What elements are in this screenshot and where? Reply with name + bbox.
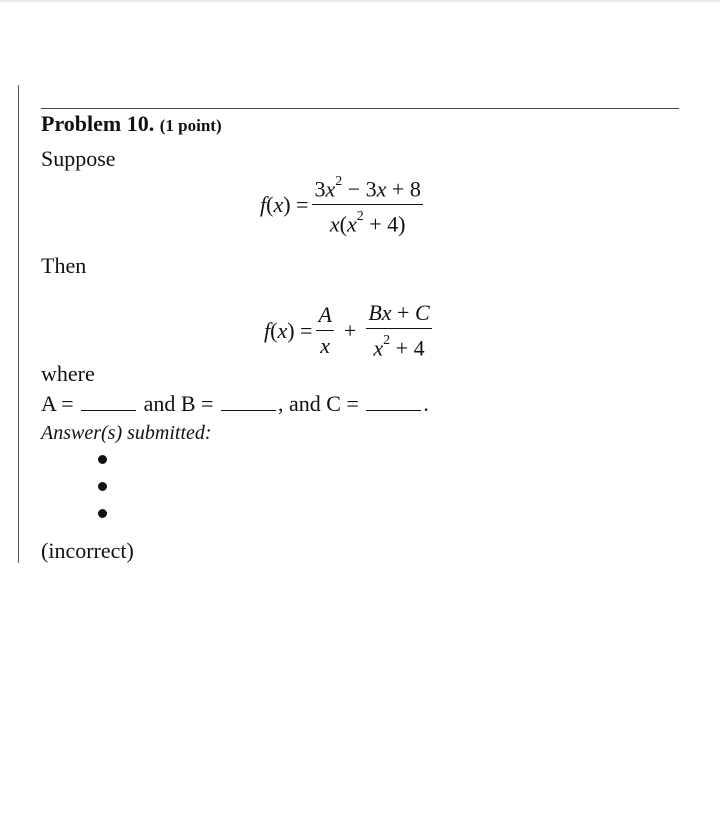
equation-decomposition-lhs: f(x) = [264, 317, 313, 343]
submitted-label: Answer(s) submitted: [41, 422, 212, 444]
fraction-bxc-numerator: Bx + C [368, 300, 430, 325]
c-label: , and C = [277, 391, 359, 416]
answer-line-end: . [423, 391, 429, 416]
problem-title: Problem 10. [41, 111, 155, 136]
problem-rule [41, 108, 679, 109]
a-label: A = [41, 391, 74, 416]
fraction-a-over-x [316, 302, 333, 359]
left-margin-bar [18, 85, 19, 563]
then-text: Then [41, 253, 87, 278]
b-label: and B = [143, 391, 214, 416]
answer-c-input[interactable] [366, 392, 421, 411]
answer-b-input[interactable] [221, 392, 276, 411]
submitted-answer-bullet-icon [98, 509, 107, 518]
answer-line [41, 391, 429, 417]
equation-original-denominator: $x(x^2 + 4)$ [312, 204, 422, 237]
where-text: where [41, 361, 95, 386]
fraction-bxc-denominator: $x^2 + 4$ [366, 328, 431, 361]
equation-original [260, 172, 427, 238]
fraction-a-denominator: x [316, 330, 333, 359]
equation-original-numerator: $3x^2 - 3x + 8$ [314, 174, 421, 202]
equation-original-fraction [312, 172, 422, 238]
equation-decomposition [264, 300, 436, 361]
problem-points: (1 point) [159, 116, 222, 135]
submitted-answer-bullet-icon [98, 482, 107, 491]
fraction-a-numerator: A [318, 302, 332, 328]
submitted-answer-bullet-icon [98, 455, 107, 464]
plus-sign: + [343, 317, 357, 343]
status-text: (incorrect) [41, 538, 134, 563]
problem-heading [41, 111, 222, 139]
fraction-bxc [366, 300, 431, 361]
answer-a-input[interactable] [81, 392, 136, 411]
top-divider [0, 0, 720, 2]
equation-original-lhs: f(x) = [260, 191, 309, 217]
intro-text: Suppose [41, 146, 116, 171]
submitted-answers-list [98, 455, 107, 536]
